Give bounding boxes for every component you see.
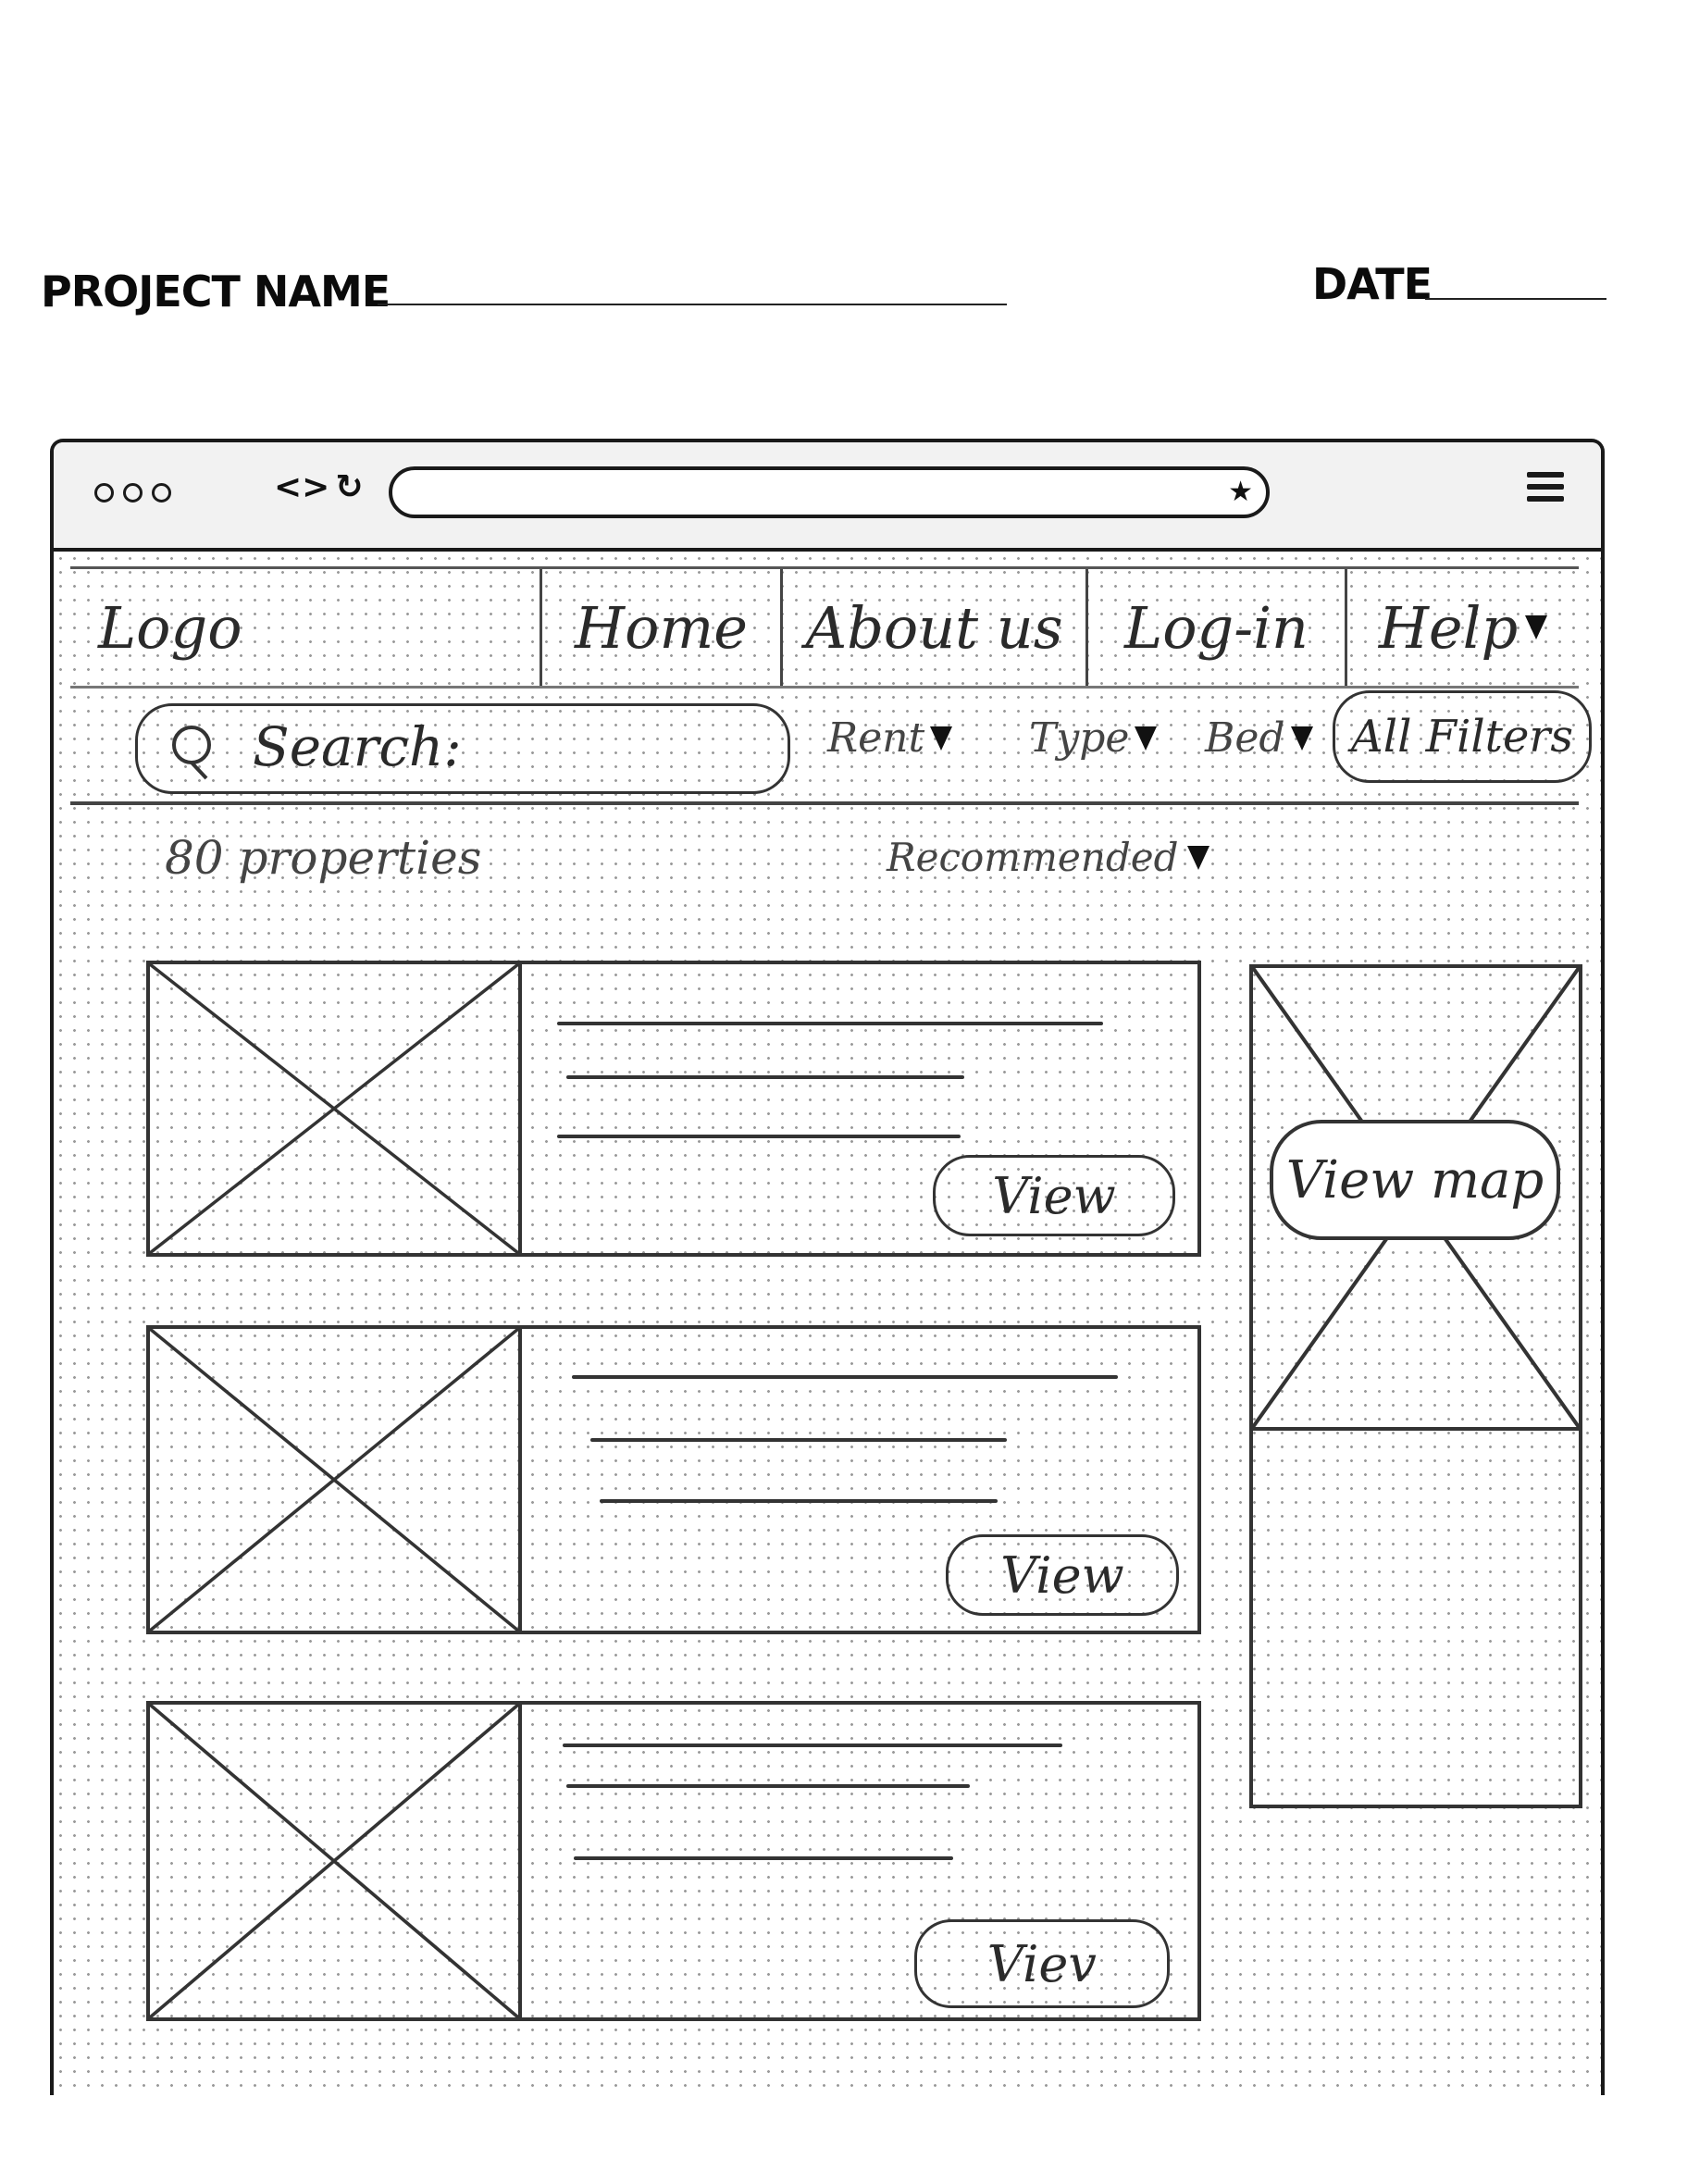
text-placeholder-line [557, 1022, 1103, 1025]
site-nav [70, 566, 1579, 689]
browser-toolbar [54, 442, 1601, 552]
listing-card [146, 1325, 1201, 1634]
image-placeholder [150, 1705, 522, 2017]
text-placeholder-line [600, 1499, 998, 1503]
window-controls [94, 483, 171, 503]
nav-help[interactable] [1347, 569, 1579, 686]
type-filter-label: Type [1029, 714, 1130, 762]
page-canvas [54, 552, 1601, 2095]
type-filter-dropdown[interactable] [1029, 714, 1157, 762]
project-name-line [378, 304, 1007, 305]
listing-card [146, 1701, 1201, 2021]
window-dot-icon[interactable] [123, 483, 143, 503]
image-placeholder [150, 1329, 522, 1631]
image-placeholder-icon [150, 964, 518, 1253]
bed-filter-dropdown[interactable] [1205, 714, 1313, 762]
date-line [1425, 298, 1606, 300]
reload-icon[interactable]: ↻ [335, 468, 364, 506]
search-input[interactable] [135, 703, 790, 794]
date-label: DATE [1312, 259, 1433, 309]
rent-filter-label: Rent [827, 714, 925, 762]
sort-label: Recommended [887, 835, 1179, 880]
text-placeholder-line [590, 1438, 1007, 1442]
rent-filter-dropdown[interactable] [827, 714, 952, 762]
sort-dropdown[interactable] [887, 835, 1209, 880]
search-icon [166, 723, 217, 782]
text-placeholder-line [566, 1075, 964, 1079]
dropdown-arrow-icon [1187, 846, 1209, 870]
view-listing-button[interactable]: View [933, 1155, 1175, 1236]
bookmark-star-icon[interactable]: ★ [1228, 477, 1253, 507]
sheet-header [0, 0, 1687, 370]
nav-home[interactable]: Home [542, 569, 783, 686]
map-panel [1249, 964, 1582, 1808]
dropdown-arrow-icon [1135, 726, 1157, 751]
nav-help-label: Help [1378, 593, 1519, 662]
menu-icon[interactable] [1527, 472, 1564, 508]
view-listing-button[interactable]: Viev [914, 1919, 1170, 2008]
dropdown-arrow-icon [1291, 726, 1313, 751]
dropdown-arrow-icon [930, 726, 952, 751]
view-listing-button[interactable]: View [946, 1534, 1179, 1616]
text-placeholder-line [563, 1743, 1062, 1747]
search-label: Search: [253, 715, 462, 778]
dropdown-arrow-icon [1525, 615, 1547, 639]
logo[interactable]: Logo [70, 569, 542, 686]
nav-about-us[interactable]: About us [783, 569, 1088, 686]
image-placeholder-icon [150, 1329, 518, 1631]
window-dot-icon[interactable] [94, 483, 114, 503]
results-count: 80 properties [165, 831, 482, 885]
browser-nav [274, 468, 364, 506]
browser-window [50, 439, 1605, 2095]
text-placeholder-line [557, 1135, 961, 1138]
all-filters-button[interactable]: All Filters [1333, 690, 1592, 783]
back-forward-icon[interactable]: <> [274, 468, 330, 506]
address-bar[interactable] [389, 466, 1270, 518]
text-placeholder-line [566, 1784, 970, 1788]
nav-log-in[interactable] [1088, 569, 1347, 686]
nav-log-in-label: Log-in [1124, 593, 1309, 662]
view-map-button[interactable]: View map [1270, 1120, 1560, 1240]
image-placeholder [150, 964, 522, 1253]
text-placeholder-line [574, 1856, 953, 1860]
bed-filter-label: Bed [1205, 714, 1285, 762]
image-placeholder-icon [150, 1705, 518, 2017]
text-placeholder-line [572, 1375, 1118, 1379]
window-dot-icon[interactable] [152, 483, 171, 503]
project-name-label: PROJECT NAME [41, 267, 391, 316]
search-row [70, 690, 1579, 805]
listing-card [146, 961, 1201, 1257]
